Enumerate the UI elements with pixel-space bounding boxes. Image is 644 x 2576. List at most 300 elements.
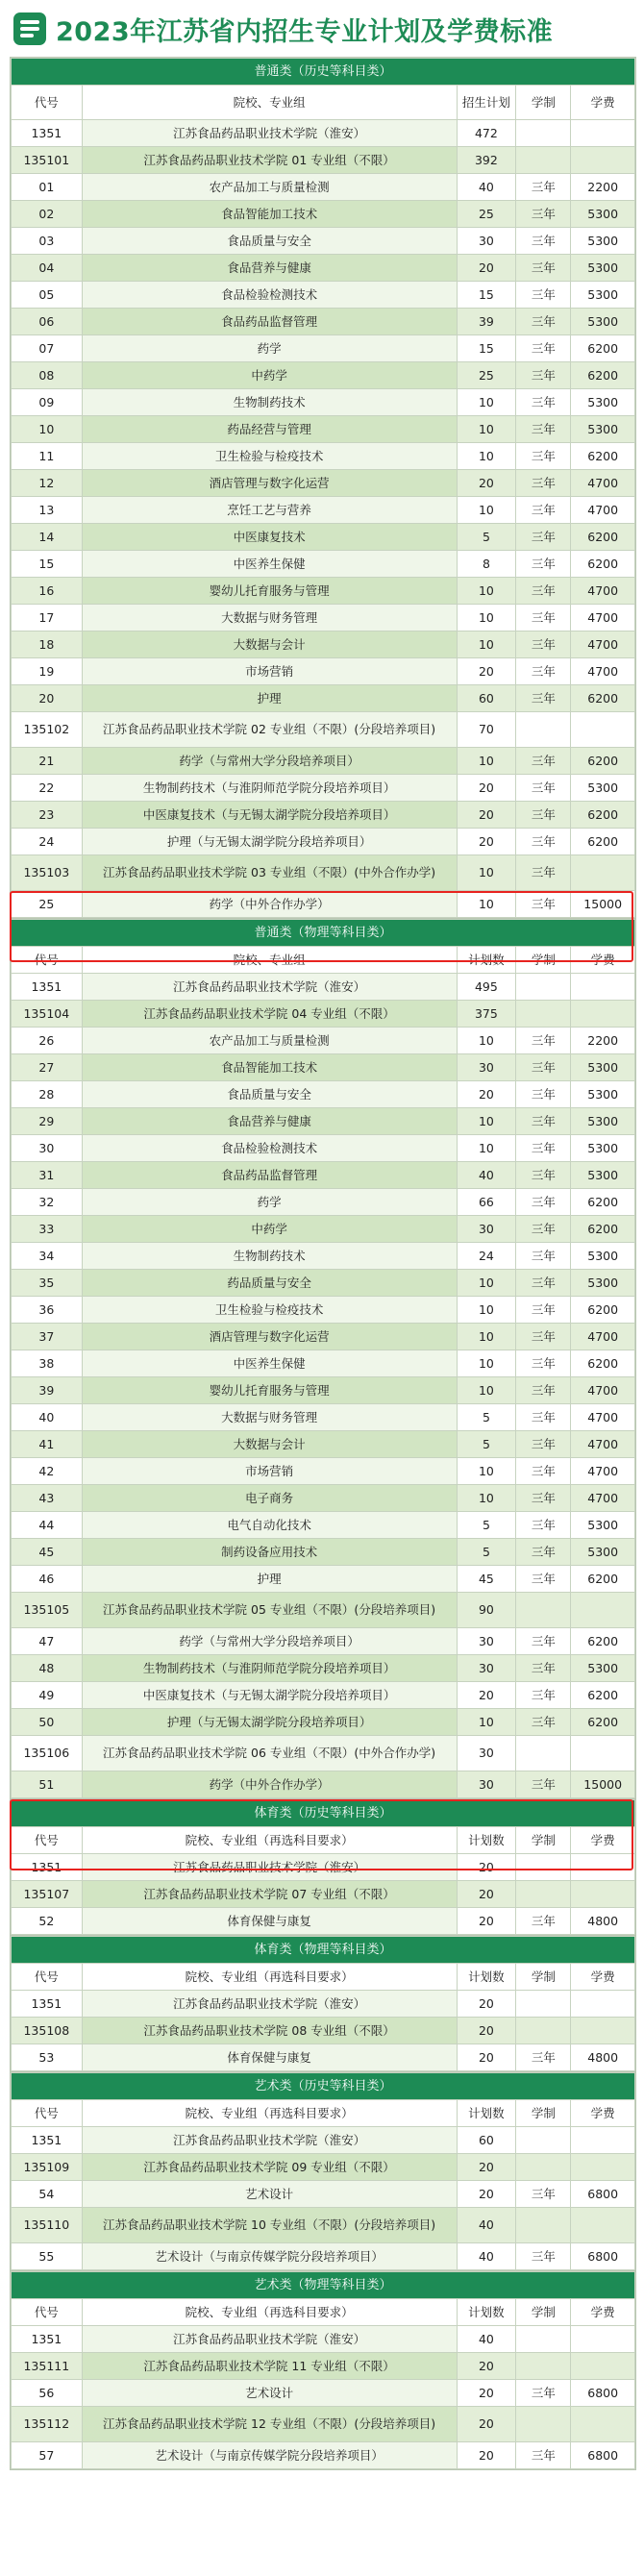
code-cell: 135105 — [12, 1593, 83, 1628]
table-row — [12, 201, 635, 228]
duration-cell: 三年 — [516, 362, 571, 389]
duration-cell: 三年 — [516, 748, 571, 775]
code-cell: 16 — [12, 578, 83, 605]
code-cell: 04 — [12, 255, 83, 282]
duration-cell: 三年 — [516, 605, 571, 632]
table-row — [12, 1593, 635, 1628]
table-row — [12, 1162, 635, 1189]
name-cell: 护理 — [82, 1566, 457, 1593]
duration-cell: 三年 — [516, 1350, 571, 1377]
duration-cell: 三年 — [516, 335, 571, 362]
table-row — [12, 2407, 635, 2442]
duration-cell: 三年 — [516, 1081, 571, 1108]
table-row — [12, 1054, 635, 1081]
code-cell: 43 — [12, 1485, 83, 1512]
table-row — [12, 685, 635, 712]
name-cell: 中药学 — [82, 1216, 457, 1243]
plan-cell: 30 — [457, 1655, 516, 1682]
duration-cell: 三年 — [516, 1709, 571, 1736]
plan-cell: 10 — [457, 578, 516, 605]
name-cell: 生物制药技术 — [82, 389, 457, 416]
plan-cell: 495 — [457, 974, 516, 1001]
code-cell: 33 — [12, 1216, 83, 1243]
code-cell: 29 — [12, 1108, 83, 1135]
plan-cell: 45 — [457, 1566, 516, 1593]
fee-cell: 6200 — [571, 1628, 635, 1655]
name-cell: 大数据与会计 — [82, 632, 457, 658]
code-cell: 13 — [12, 497, 83, 524]
fee-cell: 6200 — [571, 551, 635, 578]
plan-cell: 20 — [457, 2442, 516, 2469]
table-row — [12, 2154, 635, 2181]
column-header: 代号 — [12, 86, 83, 120]
section-banner: 艺术类（物理等科目类） — [12, 2272, 635, 2299]
plan-cell: 66 — [457, 1189, 516, 1216]
fee-cell — [571, 2326, 635, 2353]
name-cell: 体育保健与康复 — [82, 2044, 457, 2071]
name-cell: 艺术设计（与南京传媒学院分段培养项目） — [82, 2442, 457, 2469]
code-cell: 56 — [12, 2380, 83, 2407]
fee-cell: 6200 — [571, 1216, 635, 1243]
table-row — [12, 470, 635, 497]
plan-cell: 10 — [457, 1485, 516, 1512]
name-cell: 江苏食品药品职业技术学院 01 专业组（不限） — [82, 147, 457, 174]
column-header: 学制 — [516, 1964, 571, 1991]
fee-cell — [571, 2208, 635, 2243]
table-row — [12, 255, 635, 282]
column-header: 院校、专业组（再选科目要求） — [82, 1827, 457, 1854]
plan-table — [11, 1799, 635, 1935]
code-cell: 31 — [12, 1162, 83, 1189]
duration-cell: 三年 — [516, 855, 571, 891]
column-header: 代号 — [12, 947, 83, 974]
plan-cell: 10 — [457, 1709, 516, 1736]
plan-cell: 10 — [457, 1297, 516, 1324]
code-cell: 1351 — [12, 1991, 83, 2018]
duration-cell: 三年 — [516, 685, 571, 712]
duration-cell: 三年 — [516, 1655, 571, 1682]
column-header: 院校、专业组（再选科目要求） — [82, 1964, 457, 1991]
plan-cell: 15 — [457, 282, 516, 309]
fee-cell: 15000 — [571, 1771, 635, 1798]
code-cell: 02 — [12, 201, 83, 228]
plan-cell: 5 — [457, 1431, 516, 1458]
code-cell: 23 — [12, 802, 83, 829]
name-cell: 药学 — [82, 335, 457, 362]
code-cell: 10 — [12, 416, 83, 443]
section-5 — [10, 2071, 636, 2271]
name-cell: 制药设备应用技术 — [82, 1539, 457, 1566]
page-header — [0, 0, 644, 58]
table-row — [12, 147, 635, 174]
table-row — [12, 578, 635, 605]
code-cell: 135103 — [12, 855, 83, 891]
duration-cell: 三年 — [516, 1431, 571, 1458]
table-row — [12, 1135, 635, 1162]
plan-cell: 392 — [457, 147, 516, 174]
section-1 — [10, 57, 636, 919]
duration-cell: 三年 — [516, 1270, 571, 1297]
plan-cell: 20 — [457, 2044, 516, 2071]
table-row — [12, 362, 635, 389]
duration-cell: 三年 — [516, 775, 571, 802]
fee-cell: 4700 — [571, 470, 635, 497]
fee-cell: 5300 — [571, 1512, 635, 1539]
code-cell: 45 — [12, 1539, 83, 1566]
duration-cell — [516, 1001, 571, 1028]
code-cell: 17 — [12, 605, 83, 632]
fee-cell: 5300 — [571, 1243, 635, 1270]
column-header: 代号 — [12, 1964, 83, 1991]
fee-cell: 5300 — [571, 1054, 635, 1081]
fee-cell — [571, 712, 635, 748]
plan-cell: 90 — [457, 1593, 516, 1628]
plan-cell: 39 — [457, 309, 516, 335]
table-row — [12, 1404, 635, 1431]
fee-cell: 5300 — [571, 255, 635, 282]
name-cell: 艺术设计 — [82, 2380, 457, 2407]
plan-cell: 40 — [457, 1162, 516, 1189]
fee-cell: 4700 — [571, 658, 635, 685]
fee-cell: 6200 — [571, 829, 635, 855]
fee-cell: 4700 — [571, 1431, 635, 1458]
code-cell: 52 — [12, 1908, 83, 1935]
table-row — [12, 416, 635, 443]
plan-cell: 5 — [457, 1512, 516, 1539]
fee-cell: 6200 — [571, 1297, 635, 1324]
table-row — [12, 712, 635, 748]
name-cell: 江苏食品药品职业技术学院 04 专业组（不限） — [82, 1001, 457, 1028]
plan-cell: 10 — [457, 1377, 516, 1404]
fee-cell — [571, 1001, 635, 1028]
section-banner: 体育类（历史等科目类） — [12, 1800, 635, 1827]
duration-cell — [516, 2353, 571, 2380]
plan-cell: 20 — [457, 1908, 516, 1935]
table-row — [12, 1771, 635, 1798]
duration-cell: 三年 — [516, 1135, 571, 1162]
code-cell: 09 — [12, 389, 83, 416]
name-cell: 大数据与财务管理 — [82, 1404, 457, 1431]
column-header: 学费 — [571, 947, 635, 974]
fee-cell: 6200 — [571, 1350, 635, 1377]
name-cell: 护理 — [82, 685, 457, 712]
plan-cell: 30 — [457, 1736, 516, 1771]
list-document-icon — [13, 12, 46, 45]
table-row — [12, 658, 635, 685]
plan-table — [11, 58, 635, 918]
table-row — [12, 1270, 635, 1297]
code-cell: 32 — [12, 1189, 83, 1216]
section-banner: 体育类（物理等科目类） — [12, 1937, 635, 1964]
name-cell: 卫生检验与检疫技术 — [82, 443, 457, 470]
plan-cell: 20 — [457, 1881, 516, 1908]
duration-cell: 三年 — [516, 174, 571, 201]
name-cell: 大数据与会计 — [82, 1431, 457, 1458]
table-row — [12, 309, 635, 335]
column-header: 代号 — [12, 1827, 83, 1854]
table-row — [12, 2353, 635, 2380]
plan-cell: 472 — [457, 120, 516, 147]
code-cell: 50 — [12, 1709, 83, 1736]
fee-cell — [571, 1991, 635, 2018]
fee-cell — [571, 1593, 635, 1628]
code-cell: 1351 — [12, 2326, 83, 2353]
duration-cell: 三年 — [516, 309, 571, 335]
code-cell: 1351 — [12, 2127, 83, 2154]
name-cell: 艺术设计（与南京传媒学院分段培养项目） — [82, 2243, 457, 2270]
duration-cell — [516, 1991, 571, 2018]
table-row — [12, 855, 635, 891]
name-cell: 市场营销 — [82, 1458, 457, 1485]
plan-cell: 10 — [457, 855, 516, 891]
name-cell: 体育保健与康复 — [82, 1908, 457, 1935]
code-cell: 49 — [12, 1682, 83, 1709]
code-cell: 22 — [12, 775, 83, 802]
plan-cell: 10 — [457, 748, 516, 775]
table-row — [12, 829, 635, 855]
code-cell: 30 — [12, 1135, 83, 1162]
plan-cell: 10 — [457, 389, 516, 416]
plan-cell: 10 — [457, 416, 516, 443]
name-cell: 卫生检验与检疫技术 — [82, 1297, 457, 1324]
duration-cell: 三年 — [516, 802, 571, 829]
code-cell: 08 — [12, 362, 83, 389]
table-row — [12, 1297, 635, 1324]
code-cell: 48 — [12, 1655, 83, 1682]
name-cell: 农产品加工与质量检测 — [82, 1028, 457, 1054]
fee-cell — [571, 2018, 635, 2044]
column-header: 计划数 — [457, 2100, 516, 2127]
name-cell: 药学（中外合作办学） — [82, 1771, 457, 1798]
name-cell: 食品药品监督管理 — [82, 1162, 457, 1189]
plan-cell: 15 — [457, 335, 516, 362]
code-cell: 39 — [12, 1377, 83, 1404]
section-2 — [10, 918, 636, 1799]
column-header: 学费 — [571, 2299, 635, 2326]
name-cell: 江苏食品药品职业技术学院（淮安） — [82, 1854, 457, 1881]
name-cell: 食品检验检测技术 — [82, 282, 457, 309]
name-cell: 生物制药技术（与淮阴师范学院分段培养项目） — [82, 775, 457, 802]
duration-cell: 三年 — [516, 1189, 571, 1216]
table-row — [12, 1736, 635, 1771]
duration-cell: 三年 — [516, 551, 571, 578]
code-cell: 11 — [12, 443, 83, 470]
section-3 — [10, 1798, 636, 1936]
name-cell: 酒店管理与数字化运营 — [82, 470, 457, 497]
page-title: 2023年江苏省内招生专业计划及学费标准 — [56, 16, 554, 47]
code-cell: 135107 — [12, 1881, 83, 1908]
fee-cell: 5300 — [571, 1162, 635, 1189]
code-cell: 34 — [12, 1243, 83, 1270]
fee-cell: 5300 — [571, 1539, 635, 1566]
name-cell: 食品药品监督管理 — [82, 309, 457, 335]
fee-cell: 6800 — [571, 2442, 635, 2469]
code-cell: 06 — [12, 309, 83, 335]
code-cell: 40 — [12, 1404, 83, 1431]
fee-cell: 4700 — [571, 578, 635, 605]
plan-cell: 10 — [457, 497, 516, 524]
column-header: 院校、专业组（再选科目要求） — [82, 2100, 457, 2127]
table-row — [12, 1028, 635, 1054]
name-cell: 江苏食品药品职业技术学院 12 专业组（不限）(分段培养项目) — [82, 2407, 457, 2442]
plan-cell: 20 — [457, 2154, 516, 2181]
plan-cell: 20 — [457, 829, 516, 855]
plan-cell: 40 — [457, 174, 516, 201]
code-cell: 135111 — [12, 2353, 83, 2380]
plan-cell: 60 — [457, 2127, 516, 2154]
code-cell: 05 — [12, 282, 83, 309]
fee-cell: 6200 — [571, 685, 635, 712]
name-cell: 中医康复技术（与无锡太湖学院分段培养项目） — [82, 802, 457, 829]
plan-cell: 20 — [457, 1854, 516, 1881]
duration-cell: 三年 — [516, 2181, 571, 2208]
fee-cell: 5300 — [571, 282, 635, 309]
duration-cell: 三年 — [516, 443, 571, 470]
table-row — [12, 1350, 635, 1377]
name-cell: 江苏食品药品职业技术学院（淮安） — [82, 120, 457, 147]
name-cell: 护理（与无锡太湖学院分段培养项目） — [82, 829, 457, 855]
plan-cell: 10 — [457, 1270, 516, 1297]
fee-cell: 4700 — [571, 497, 635, 524]
code-cell: 38 — [12, 1350, 83, 1377]
table-row — [12, 2380, 635, 2407]
plan-cell: 20 — [457, 1991, 516, 2018]
code-cell: 25 — [12, 891, 83, 918]
duration-cell: 三年 — [516, 524, 571, 551]
code-cell: 15 — [12, 551, 83, 578]
duration-cell — [516, 147, 571, 174]
table-row — [12, 282, 635, 309]
fee-cell: 5300 — [571, 1135, 635, 1162]
column-header: 学费 — [571, 86, 635, 120]
fee-cell — [571, 1854, 635, 1881]
fee-cell: 6200 — [571, 1566, 635, 1593]
plan-cell: 30 — [457, 1216, 516, 1243]
table-row — [12, 605, 635, 632]
table-row — [12, 1458, 635, 1485]
fee-cell: 6200 — [571, 335, 635, 362]
fee-cell: 5300 — [571, 201, 635, 228]
plan-cell: 5 — [457, 1539, 516, 1566]
fee-cell: 4700 — [571, 632, 635, 658]
fee-cell: 6200 — [571, 362, 635, 389]
plan-cell: 20 — [457, 255, 516, 282]
plan-table — [11, 2271, 635, 2469]
plan-cell: 25 — [457, 201, 516, 228]
table-row — [12, 974, 635, 1001]
table-row — [12, 1881, 635, 1908]
duration-cell: 三年 — [516, 416, 571, 443]
column-header: 代号 — [12, 2100, 83, 2127]
column-header: 计划数 — [457, 1964, 516, 1991]
duration-cell: 三年 — [516, 632, 571, 658]
plan-cell: 5 — [457, 524, 516, 551]
name-cell: 食品营养与健康 — [82, 255, 457, 282]
table-row — [12, 1108, 635, 1135]
duration-cell: 三年 — [516, 1324, 571, 1350]
code-cell: 24 — [12, 829, 83, 855]
duration-cell: 三年 — [516, 282, 571, 309]
name-cell: 婴幼儿托育服务与管理 — [82, 578, 457, 605]
code-cell: 12 — [12, 470, 83, 497]
name-cell: 食品检验检测技术 — [82, 1135, 457, 1162]
code-cell: 135106 — [12, 1736, 83, 1771]
duration-cell — [516, 2018, 571, 2044]
table-row — [12, 497, 635, 524]
duration-cell — [516, 974, 571, 1001]
name-cell: 食品智能加工技术 — [82, 1054, 457, 1081]
fee-cell: 5300 — [571, 1655, 635, 1682]
fee-cell: 5300 — [571, 1081, 635, 1108]
name-cell: 艺术设计 — [82, 2181, 457, 2208]
name-cell: 江苏食品药品职业技术学院 05 专业组（不限）(分段培养项目) — [82, 1593, 457, 1628]
name-cell: 药品经营与管理 — [82, 416, 457, 443]
plan-cell: 20 — [457, 775, 516, 802]
plan-cell: 10 — [457, 632, 516, 658]
duration-cell: 三年 — [516, 1682, 571, 1709]
name-cell: 中医养生保健 — [82, 551, 457, 578]
plan-cell: 5 — [457, 1404, 516, 1431]
name-cell: 食品质量与安全 — [82, 228, 457, 255]
section-banner: 普通类（历史等科目类） — [12, 59, 635, 86]
column-header: 学费 — [571, 2100, 635, 2127]
column-header: 院校、专业组 — [82, 947, 457, 974]
section-banner: 普通类（物理等科目类） — [12, 920, 635, 947]
column-header: 代号 — [12, 2299, 83, 2326]
code-cell: 135112 — [12, 2407, 83, 2442]
table-row — [12, 174, 635, 201]
duration-cell: 三年 — [516, 201, 571, 228]
fee-cell: 4700 — [571, 1404, 635, 1431]
fee-cell: 15000 — [571, 891, 635, 918]
duration-cell: 三年 — [516, 1028, 571, 1054]
duration-cell: 三年 — [516, 1162, 571, 1189]
fee-cell: 6200 — [571, 443, 635, 470]
plan-cell: 20 — [457, 2407, 516, 2442]
plan-cell: 10 — [457, 1324, 516, 1350]
duration-cell — [516, 2154, 571, 2181]
fee-cell: 4800 — [571, 2044, 635, 2071]
plan-cell: 20 — [457, 2018, 516, 2044]
table-row — [12, 389, 635, 416]
duration-cell: 三年 — [516, 2044, 571, 2071]
fee-cell — [571, 2127, 635, 2154]
duration-cell: 三年 — [516, 2442, 571, 2469]
plan-cell: 30 — [457, 1054, 516, 1081]
table-row — [12, 1908, 635, 1935]
plan-cell: 20 — [457, 1081, 516, 1108]
plan-cell: 20 — [457, 1682, 516, 1709]
name-cell: 江苏食品药品职业技术学院 06 专业组（不限）(中外合作办学) — [82, 1736, 457, 1771]
table-row — [12, 2127, 635, 2154]
code-cell: 135109 — [12, 2154, 83, 2181]
fee-cell: 4800 — [571, 1908, 635, 1935]
name-cell: 江苏食品药品职业技术学院 02 专业组（不限）(分段培养项目) — [82, 712, 457, 748]
fee-cell: 6800 — [571, 2181, 635, 2208]
name-cell: 江苏食品药品职业技术学院 10 专业组（不限）(分段培养项目) — [82, 2208, 457, 2243]
plan-cell: 10 — [457, 1108, 516, 1135]
table-row — [12, 2181, 635, 2208]
duration-cell — [516, 1881, 571, 1908]
code-cell: 26 — [12, 1028, 83, 1054]
table-row — [12, 748, 635, 775]
duration-cell: 三年 — [516, 658, 571, 685]
name-cell: 江苏食品药品职业技术学院 09 专业组（不限） — [82, 2154, 457, 2181]
plan-cell: 30 — [457, 1628, 516, 1655]
table-row — [12, 1628, 635, 1655]
name-cell: 生物制药技术 — [82, 1243, 457, 1270]
table-row — [12, 1431, 635, 1458]
